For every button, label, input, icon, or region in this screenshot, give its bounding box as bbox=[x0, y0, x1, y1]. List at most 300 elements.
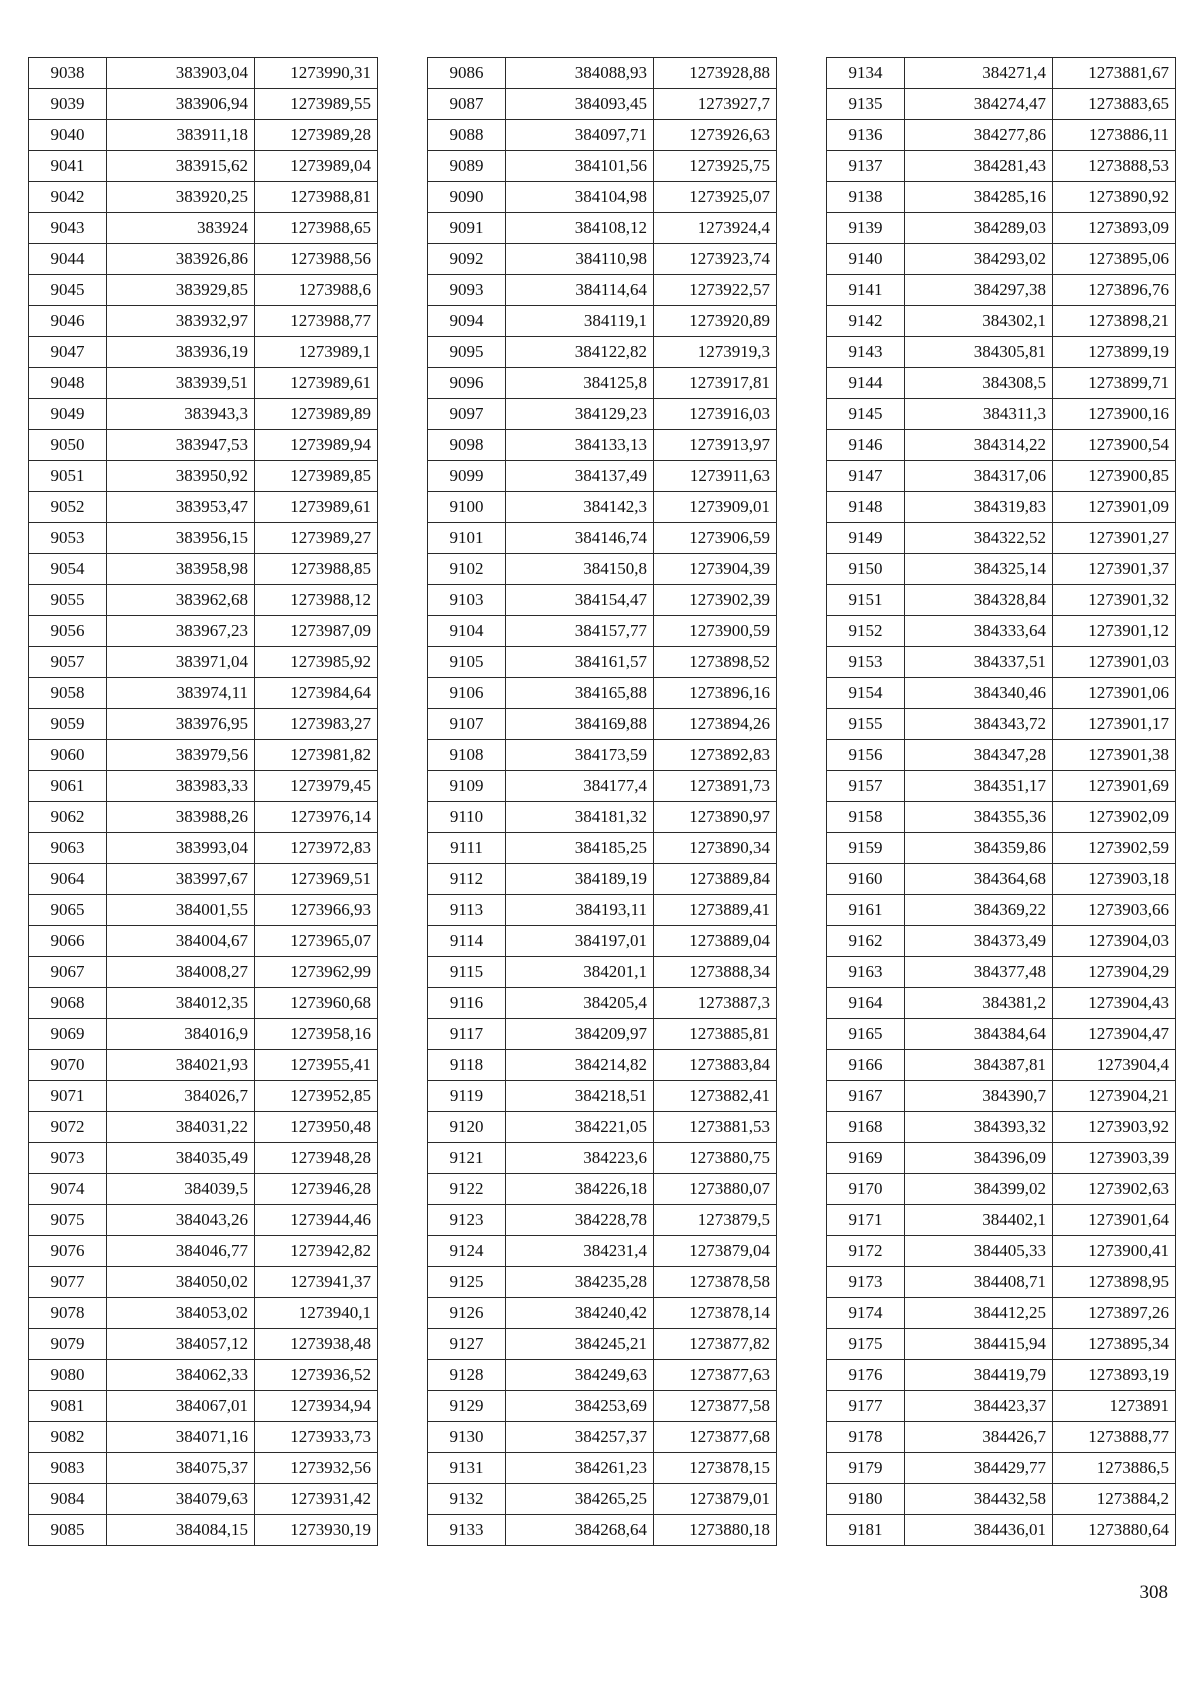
table-row bbox=[29, 1391, 378, 1422]
point-number-cell: 9048 bbox=[29, 368, 107, 399]
table-row bbox=[29, 275, 378, 306]
x-coordinate-cell: 384228,78 bbox=[506, 1205, 654, 1236]
point-number-cell: 9146 bbox=[827, 430, 905, 461]
point-number-cell: 9059 bbox=[29, 709, 107, 740]
table-row bbox=[428, 244, 777, 275]
y-coordinate-cell: 1273903,39 bbox=[1053, 1143, 1176, 1174]
table-row bbox=[29, 833, 378, 864]
x-coordinate-cell: 384119,1 bbox=[506, 306, 654, 337]
y-coordinate-cell: 1273948,28 bbox=[255, 1143, 378, 1174]
point-number-cell: 9171 bbox=[827, 1205, 905, 1236]
table-row bbox=[827, 1205, 1176, 1236]
y-coordinate-cell: 1273927,7 bbox=[654, 89, 777, 120]
y-coordinate-cell: 1273904,43 bbox=[1053, 988, 1176, 1019]
table-row bbox=[428, 771, 777, 802]
point-number-cell: 9178 bbox=[827, 1422, 905, 1453]
x-coordinate-cell: 384205,4 bbox=[506, 988, 654, 1019]
table-row bbox=[29, 1174, 378, 1205]
table-row bbox=[428, 151, 777, 182]
x-coordinate-cell: 384285,16 bbox=[905, 182, 1053, 213]
x-coordinate-cell: 384319,83 bbox=[905, 492, 1053, 523]
x-coordinate-cell: 384154,47 bbox=[506, 585, 654, 616]
table-row bbox=[29, 895, 378, 926]
point-number-cell: 9084 bbox=[29, 1484, 107, 1515]
table-row bbox=[428, 1236, 777, 1267]
x-coordinate-cell: 384373,49 bbox=[905, 926, 1053, 957]
y-coordinate-cell: 1273892,83 bbox=[654, 740, 777, 771]
point-number-cell: 9087 bbox=[428, 89, 506, 120]
point-number-cell: 9177 bbox=[827, 1391, 905, 1422]
y-coordinate-cell: 1273989,61 bbox=[255, 368, 378, 399]
point-number-cell: 9155 bbox=[827, 709, 905, 740]
table-row bbox=[29, 988, 378, 1019]
y-coordinate-cell: 1273901,32 bbox=[1053, 585, 1176, 616]
x-coordinate-cell: 384062,33 bbox=[107, 1360, 255, 1391]
y-coordinate-cell: 1273901,17 bbox=[1053, 709, 1176, 740]
x-coordinate-cell: 384231,4 bbox=[506, 1236, 654, 1267]
table-row bbox=[29, 1236, 378, 1267]
point-number-cell: 9144 bbox=[827, 368, 905, 399]
point-number-cell: 9080 bbox=[29, 1360, 107, 1391]
x-coordinate-cell: 383983,33 bbox=[107, 771, 255, 802]
x-coordinate-cell: 384031,22 bbox=[107, 1112, 255, 1143]
point-number-cell: 9057 bbox=[29, 647, 107, 678]
table-row bbox=[29, 864, 378, 895]
x-coordinate-cell: 384265,25 bbox=[506, 1484, 654, 1515]
point-number-cell: 9050 bbox=[29, 430, 107, 461]
point-number-cell: 9049 bbox=[29, 399, 107, 430]
coordinate-table-2 bbox=[427, 57, 777, 1546]
x-coordinate-cell: 384001,55 bbox=[107, 895, 255, 926]
x-coordinate-cell: 384281,43 bbox=[905, 151, 1053, 182]
point-number-cell: 9164 bbox=[827, 988, 905, 1019]
x-coordinate-cell: 383924 bbox=[107, 213, 255, 244]
point-number-cell: 9042 bbox=[29, 182, 107, 213]
table-row bbox=[428, 1267, 777, 1298]
y-coordinate-cell: 1273904,21 bbox=[1053, 1081, 1176, 1112]
table-row bbox=[29, 1515, 378, 1546]
table-row bbox=[428, 1112, 777, 1143]
x-coordinate-cell: 384271,4 bbox=[905, 58, 1053, 89]
table-row bbox=[827, 1174, 1176, 1205]
point-number-cell: 9055 bbox=[29, 585, 107, 616]
x-coordinate-cell: 384419,79 bbox=[905, 1360, 1053, 1391]
y-coordinate-cell: 1273989,1 bbox=[255, 337, 378, 368]
x-coordinate-cell: 384314,22 bbox=[905, 430, 1053, 461]
point-number-cell: 9062 bbox=[29, 802, 107, 833]
x-coordinate-cell: 384053,02 bbox=[107, 1298, 255, 1329]
x-coordinate-cell: 384193,11 bbox=[506, 895, 654, 926]
table-row bbox=[827, 337, 1176, 368]
point-number-cell: 9133 bbox=[428, 1515, 506, 1546]
point-number-cell: 9056 bbox=[29, 616, 107, 647]
table-row bbox=[827, 771, 1176, 802]
y-coordinate-cell: 1273888,34 bbox=[654, 957, 777, 988]
x-coordinate-cell: 384347,28 bbox=[905, 740, 1053, 771]
x-coordinate-cell: 384402,1 bbox=[905, 1205, 1053, 1236]
point-number-cell: 9104 bbox=[428, 616, 506, 647]
y-coordinate-cell: 1273886,11 bbox=[1053, 120, 1176, 151]
y-coordinate-cell: 1273913,97 bbox=[654, 430, 777, 461]
x-coordinate-cell: 384311,3 bbox=[905, 399, 1053, 430]
table-row bbox=[29, 647, 378, 678]
y-coordinate-cell: 1273884,2 bbox=[1053, 1484, 1176, 1515]
point-number-cell: 9136 bbox=[827, 120, 905, 151]
table-row bbox=[827, 709, 1176, 740]
table-row bbox=[827, 1298, 1176, 1329]
x-coordinate-cell: 384333,64 bbox=[905, 616, 1053, 647]
y-coordinate-cell: 1273990,31 bbox=[255, 58, 378, 89]
table-row bbox=[827, 461, 1176, 492]
point-number-cell: 9157 bbox=[827, 771, 905, 802]
table-row bbox=[29, 957, 378, 988]
x-coordinate-cell: 384165,88 bbox=[506, 678, 654, 709]
table-row bbox=[29, 213, 378, 244]
table-row bbox=[827, 647, 1176, 678]
y-coordinate-cell: 1273885,81 bbox=[654, 1019, 777, 1050]
x-coordinate-cell: 384142,3 bbox=[506, 492, 654, 523]
x-coordinate-cell: 383953,47 bbox=[107, 492, 255, 523]
point-number-cell: 9174 bbox=[827, 1298, 905, 1329]
table-row bbox=[827, 151, 1176, 182]
x-coordinate-cell: 383967,23 bbox=[107, 616, 255, 647]
x-coordinate-cell: 384016,9 bbox=[107, 1019, 255, 1050]
x-coordinate-cell: 384046,77 bbox=[107, 1236, 255, 1267]
point-number-cell: 9161 bbox=[827, 895, 905, 926]
y-coordinate-cell: 1273893,09 bbox=[1053, 213, 1176, 244]
point-number-cell: 9069 bbox=[29, 1019, 107, 1050]
table-row bbox=[428, 864, 777, 895]
table-row bbox=[428, 213, 777, 244]
x-coordinate-cell: 384004,67 bbox=[107, 926, 255, 957]
point-number-cell: 9169 bbox=[827, 1143, 905, 1174]
x-coordinate-cell: 384308,5 bbox=[905, 368, 1053, 399]
table-row bbox=[827, 957, 1176, 988]
point-number-cell: 9135 bbox=[827, 89, 905, 120]
point-number-cell: 9119 bbox=[428, 1081, 506, 1112]
x-coordinate-cell: 384423,37 bbox=[905, 1391, 1053, 1422]
x-coordinate-cell: 384364,68 bbox=[905, 864, 1053, 895]
y-coordinate-cell: 1273878,15 bbox=[654, 1453, 777, 1484]
table-row bbox=[428, 430, 777, 461]
point-number-cell: 9099 bbox=[428, 461, 506, 492]
point-number-cell: 9085 bbox=[29, 1515, 107, 1546]
y-coordinate-cell: 1273988,85 bbox=[255, 554, 378, 585]
y-coordinate-cell: 1273898,95 bbox=[1053, 1267, 1176, 1298]
x-coordinate-cell: 383943,3 bbox=[107, 399, 255, 430]
table-row bbox=[827, 802, 1176, 833]
point-number-cell: 9109 bbox=[428, 771, 506, 802]
y-coordinate-cell: 1273900,85 bbox=[1053, 461, 1176, 492]
y-coordinate-cell: 1273904,47 bbox=[1053, 1019, 1176, 1050]
x-coordinate-cell: 384125,8 bbox=[506, 368, 654, 399]
table-row bbox=[428, 492, 777, 523]
point-number-cell: 9075 bbox=[29, 1205, 107, 1236]
x-coordinate-cell: 384050,02 bbox=[107, 1267, 255, 1298]
point-number-cell: 9168 bbox=[827, 1112, 905, 1143]
point-number-cell: 9116 bbox=[428, 988, 506, 1019]
x-coordinate-cell: 383974,11 bbox=[107, 678, 255, 709]
table-row bbox=[827, 244, 1176, 275]
point-number-cell: 9138 bbox=[827, 182, 905, 213]
table-row bbox=[827, 1019, 1176, 1050]
y-coordinate-cell: 1273925,07 bbox=[654, 182, 777, 213]
table-row bbox=[428, 585, 777, 616]
point-number-cell: 9091 bbox=[428, 213, 506, 244]
x-coordinate-cell: 383920,25 bbox=[107, 182, 255, 213]
y-coordinate-cell: 1273988,12 bbox=[255, 585, 378, 616]
x-coordinate-cell: 384317,06 bbox=[905, 461, 1053, 492]
y-coordinate-cell: 1273900,16 bbox=[1053, 399, 1176, 430]
page-number: 308 bbox=[1139, 1582, 1168, 1603]
table-row bbox=[29, 1422, 378, 1453]
y-coordinate-cell: 1273987,09 bbox=[255, 616, 378, 647]
x-coordinate-cell: 383947,53 bbox=[107, 430, 255, 461]
y-coordinate-cell: 1273940,1 bbox=[255, 1298, 378, 1329]
point-number-cell: 9134 bbox=[827, 58, 905, 89]
y-coordinate-cell: 1273989,61 bbox=[255, 492, 378, 523]
y-coordinate-cell: 1273898,52 bbox=[654, 647, 777, 678]
x-coordinate-cell: 384302,1 bbox=[905, 306, 1053, 337]
y-coordinate-cell: 1273902,59 bbox=[1053, 833, 1176, 864]
table-row bbox=[29, 306, 378, 337]
point-number-cell: 9063 bbox=[29, 833, 107, 864]
table-row bbox=[428, 1484, 777, 1515]
x-coordinate-cell: 384071,16 bbox=[107, 1422, 255, 1453]
y-coordinate-cell: 1273946,28 bbox=[255, 1174, 378, 1205]
point-number-cell: 9125 bbox=[428, 1267, 506, 1298]
x-coordinate-cell: 383956,15 bbox=[107, 523, 255, 554]
y-coordinate-cell: 1273988,6 bbox=[255, 275, 378, 306]
point-number-cell: 9110 bbox=[428, 802, 506, 833]
y-coordinate-cell: 1273890,34 bbox=[654, 833, 777, 864]
y-coordinate-cell: 1273985,92 bbox=[255, 647, 378, 678]
table-row bbox=[827, 1081, 1176, 1112]
point-number-cell: 9051 bbox=[29, 461, 107, 492]
point-number-cell: 9060 bbox=[29, 740, 107, 771]
table-row bbox=[827, 1050, 1176, 1081]
x-coordinate-cell: 384351,17 bbox=[905, 771, 1053, 802]
point-number-cell: 9170 bbox=[827, 1174, 905, 1205]
table-row bbox=[29, 89, 378, 120]
table-row bbox=[29, 678, 378, 709]
x-coordinate-cell: 384289,03 bbox=[905, 213, 1053, 244]
x-coordinate-cell: 384305,81 bbox=[905, 337, 1053, 368]
x-coordinate-cell: 384122,82 bbox=[506, 337, 654, 368]
y-coordinate-cell: 1273919,3 bbox=[654, 337, 777, 368]
table-row bbox=[827, 1515, 1176, 1546]
point-number-cell: 9089 bbox=[428, 151, 506, 182]
table-row bbox=[29, 58, 378, 89]
x-coordinate-cell: 384396,09 bbox=[905, 1143, 1053, 1174]
y-coordinate-cell: 1273989,94 bbox=[255, 430, 378, 461]
table-row bbox=[428, 1143, 777, 1174]
point-number-cell: 9068 bbox=[29, 988, 107, 1019]
point-number-cell: 9097 bbox=[428, 399, 506, 430]
x-coordinate-cell: 384436,01 bbox=[905, 1515, 1053, 1546]
y-coordinate-cell: 1273901,64 bbox=[1053, 1205, 1176, 1236]
point-number-cell: 9094 bbox=[428, 306, 506, 337]
point-number-cell: 9149 bbox=[827, 523, 905, 554]
x-coordinate-cell: 384359,86 bbox=[905, 833, 1053, 864]
y-coordinate-cell: 1273879,04 bbox=[654, 1236, 777, 1267]
point-number-cell: 9132 bbox=[428, 1484, 506, 1515]
table-row bbox=[428, 1515, 777, 1546]
table-row bbox=[428, 182, 777, 213]
x-coordinate-cell: 384408,71 bbox=[905, 1267, 1053, 1298]
x-coordinate-cell: 384340,46 bbox=[905, 678, 1053, 709]
point-number-cell: 9124 bbox=[428, 1236, 506, 1267]
x-coordinate-cell: 383993,04 bbox=[107, 833, 255, 864]
y-coordinate-cell: 1273950,48 bbox=[255, 1112, 378, 1143]
table-row bbox=[827, 430, 1176, 461]
x-coordinate-cell: 384008,27 bbox=[107, 957, 255, 988]
table-row bbox=[29, 1112, 378, 1143]
table-row bbox=[827, 585, 1176, 616]
point-number-cell: 9039 bbox=[29, 89, 107, 120]
point-number-cell: 9114 bbox=[428, 926, 506, 957]
x-coordinate-cell: 384325,14 bbox=[905, 554, 1053, 585]
table-row bbox=[428, 1050, 777, 1081]
y-coordinate-cell: 1273934,94 bbox=[255, 1391, 378, 1422]
x-coordinate-cell: 384133,13 bbox=[506, 430, 654, 461]
x-coordinate-cell: 384381,2 bbox=[905, 988, 1053, 1019]
point-number-cell: 9154 bbox=[827, 678, 905, 709]
y-coordinate-cell: 1273926,63 bbox=[654, 120, 777, 151]
x-coordinate-cell: 383936,19 bbox=[107, 337, 255, 368]
y-coordinate-cell: 1273880,64 bbox=[1053, 1515, 1176, 1546]
point-number-cell: 9072 bbox=[29, 1112, 107, 1143]
y-coordinate-cell: 1273989,55 bbox=[255, 89, 378, 120]
y-coordinate-cell: 1273896,16 bbox=[654, 678, 777, 709]
point-number-cell: 9120 bbox=[428, 1112, 506, 1143]
y-coordinate-cell: 1273896,76 bbox=[1053, 275, 1176, 306]
x-coordinate-cell: 384390,7 bbox=[905, 1081, 1053, 1112]
y-coordinate-cell: 1273880,18 bbox=[654, 1515, 777, 1546]
table-row bbox=[428, 1422, 777, 1453]
y-coordinate-cell: 1273972,83 bbox=[255, 833, 378, 864]
point-number-cell: 9108 bbox=[428, 740, 506, 771]
table-row bbox=[827, 1236, 1176, 1267]
x-coordinate-cell: 384393,32 bbox=[905, 1112, 1053, 1143]
x-coordinate-cell: 384221,05 bbox=[506, 1112, 654, 1143]
table-row bbox=[428, 1298, 777, 1329]
y-coordinate-cell: 1273966,93 bbox=[255, 895, 378, 926]
table-row bbox=[827, 1112, 1176, 1143]
point-number-cell: 9141 bbox=[827, 275, 905, 306]
x-coordinate-cell: 384268,64 bbox=[506, 1515, 654, 1546]
point-number-cell: 9148 bbox=[827, 492, 905, 523]
y-coordinate-cell: 1273942,82 bbox=[255, 1236, 378, 1267]
table-row bbox=[428, 1453, 777, 1484]
x-coordinate-cell: 384129,23 bbox=[506, 399, 654, 430]
y-coordinate-cell: 1273930,19 bbox=[255, 1515, 378, 1546]
table-row bbox=[29, 399, 378, 430]
table-row bbox=[827, 492, 1176, 523]
x-coordinate-cell: 384426,7 bbox=[905, 1422, 1053, 1453]
x-coordinate-cell: 384355,36 bbox=[905, 802, 1053, 833]
x-coordinate-cell: 383971,04 bbox=[107, 647, 255, 678]
point-number-cell: 9151 bbox=[827, 585, 905, 616]
x-coordinate-cell: 384039,5 bbox=[107, 1174, 255, 1205]
point-number-cell: 9117 bbox=[428, 1019, 506, 1050]
y-coordinate-cell: 1273888,53 bbox=[1053, 151, 1176, 182]
table-row bbox=[428, 709, 777, 740]
x-coordinate-cell: 384185,25 bbox=[506, 833, 654, 864]
y-coordinate-cell: 1273889,84 bbox=[654, 864, 777, 895]
point-number-cell: 9081 bbox=[29, 1391, 107, 1422]
y-coordinate-cell: 1273936,52 bbox=[255, 1360, 378, 1391]
point-number-cell: 9176 bbox=[827, 1360, 905, 1391]
point-number-cell: 9160 bbox=[827, 864, 905, 895]
table-row bbox=[29, 771, 378, 802]
y-coordinate-cell: 1273877,68 bbox=[654, 1422, 777, 1453]
point-number-cell: 9100 bbox=[428, 492, 506, 523]
point-number-cell: 9172 bbox=[827, 1236, 905, 1267]
point-number-cell: 9058 bbox=[29, 678, 107, 709]
point-number-cell: 9064 bbox=[29, 864, 107, 895]
point-number-cell: 9106 bbox=[428, 678, 506, 709]
point-number-cell: 9122 bbox=[428, 1174, 506, 1205]
point-number-cell: 9158 bbox=[827, 802, 905, 833]
point-number-cell: 9152 bbox=[827, 616, 905, 647]
point-number-cell: 9046 bbox=[29, 306, 107, 337]
table-row bbox=[29, 461, 378, 492]
x-coordinate-cell: 384377,48 bbox=[905, 957, 1053, 988]
table-row bbox=[827, 895, 1176, 926]
y-coordinate-cell: 1273878,58 bbox=[654, 1267, 777, 1298]
table-row bbox=[428, 554, 777, 585]
table-row bbox=[827, 368, 1176, 399]
x-coordinate-cell: 384384,64 bbox=[905, 1019, 1053, 1050]
y-coordinate-cell: 1273917,81 bbox=[654, 368, 777, 399]
y-coordinate-cell: 1273889,41 bbox=[654, 895, 777, 926]
y-coordinate-cell: 1273897,26 bbox=[1053, 1298, 1176, 1329]
y-coordinate-cell: 1273903,92 bbox=[1053, 1112, 1176, 1143]
x-coordinate-cell: 384026,7 bbox=[107, 1081, 255, 1112]
y-coordinate-cell: 1273941,37 bbox=[255, 1267, 378, 1298]
table-row bbox=[827, 1267, 1176, 1298]
y-coordinate-cell: 1273925,75 bbox=[654, 151, 777, 182]
y-coordinate-cell: 1273900,59 bbox=[654, 616, 777, 647]
y-coordinate-cell: 1273890,97 bbox=[654, 802, 777, 833]
table-row bbox=[428, 1360, 777, 1391]
y-coordinate-cell: 1273911,63 bbox=[654, 461, 777, 492]
table-row bbox=[428, 988, 777, 1019]
point-number-cell: 9052 bbox=[29, 492, 107, 523]
point-number-cell: 9123 bbox=[428, 1205, 506, 1236]
table-row bbox=[29, 709, 378, 740]
point-number-cell: 9090 bbox=[428, 182, 506, 213]
table-row bbox=[29, 1081, 378, 1112]
y-coordinate-cell: 1273983,27 bbox=[255, 709, 378, 740]
table-row bbox=[428, 1019, 777, 1050]
table-row bbox=[29, 337, 378, 368]
point-number-cell: 9093 bbox=[428, 275, 506, 306]
point-number-cell: 9128 bbox=[428, 1360, 506, 1391]
y-coordinate-cell: 1273898,21 bbox=[1053, 306, 1176, 337]
table-row bbox=[827, 616, 1176, 647]
x-coordinate-cell: 383932,97 bbox=[107, 306, 255, 337]
x-coordinate-cell: 383911,18 bbox=[107, 120, 255, 151]
table-row bbox=[29, 1329, 378, 1360]
x-coordinate-cell: 384322,52 bbox=[905, 523, 1053, 554]
x-coordinate-cell: 384177,4 bbox=[506, 771, 654, 802]
y-coordinate-cell: 1273958,16 bbox=[255, 1019, 378, 1050]
x-coordinate-cell: 384169,88 bbox=[506, 709, 654, 740]
y-coordinate-cell: 1273879,01 bbox=[654, 1484, 777, 1515]
point-number-cell: 9129 bbox=[428, 1391, 506, 1422]
